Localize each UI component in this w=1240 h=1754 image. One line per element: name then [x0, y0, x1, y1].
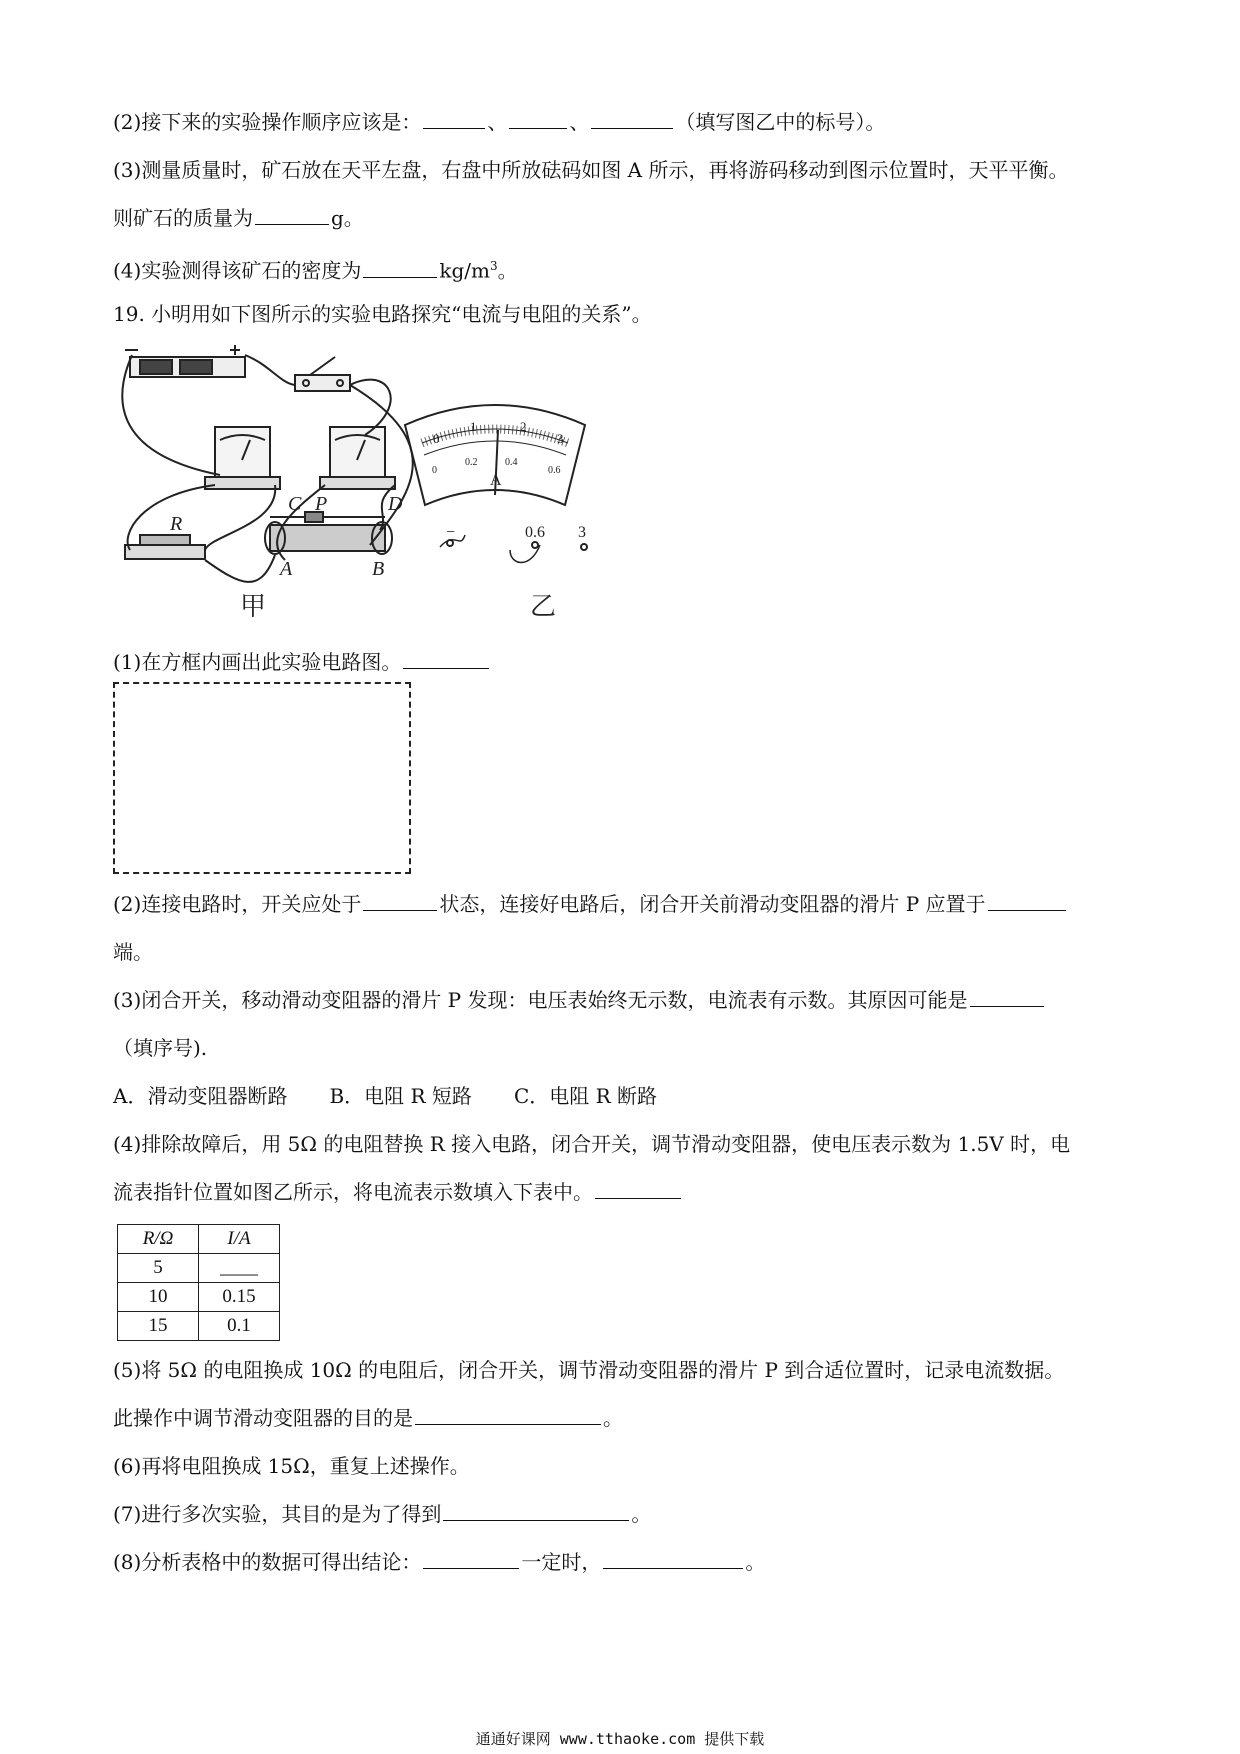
ammeter-icon [205, 427, 280, 489]
table-header: R/Ω [118, 1225, 199, 1254]
answer-blank[interactable] [509, 108, 567, 129]
page-footer: 通通好课网 www.tthaoke.com 提供下载 [475, 1730, 765, 1748]
label-C: C [288, 493, 302, 515]
period: 。 [603, 1406, 623, 1430]
scale-top-2: 2 [520, 419, 527, 434]
q18-part4-text: (4)实验测得该矿石的密度为 [113, 258, 362, 283]
answer-blank[interactable] [423, 1548, 519, 1569]
voltmeter-icon [320, 427, 395, 489]
terminal-3: 3 [578, 524, 586, 541]
battery-icon [125, 345, 245, 377]
q18-part2-suffix: （填写图乙中的标号）。 [675, 110, 886, 134]
ammeter-unit: A [490, 472, 502, 489]
table-header-row [118, 1225, 280, 1254]
table-cell: 5 [118, 1254, 199, 1283]
answer-blank[interactable] [970, 986, 1044, 1007]
q19-part1 [113, 648, 491, 676]
q19-part8 [113, 1548, 765, 1576]
answer-blank[interactable] [603, 1548, 743, 1569]
resistor-icon [125, 535, 205, 559]
switch-icon [295, 357, 350, 391]
q19-part5-text: 此操作中调节滑动变阻器的目的是 [113, 1406, 413, 1430]
label-D: D [388, 493, 403, 515]
q19-part2-text-b: 状态，连接好电路后，闭合开关前滑动变阻器的滑片 P 应置于 [439, 892, 986, 916]
q19-part6: (6)再将电阻换成 15Ω，重复上述操作。 [113, 1454, 470, 1478]
label-R: R [170, 513, 183, 535]
q19-part1-text: (1)在方框内画出此实验电路图。 [113, 650, 402, 674]
answer-blank[interactable] [595, 1178, 681, 1199]
scale-top-1: 1 [470, 419, 477, 434]
table-cell: 10 [118, 1283, 199, 1312]
q18-part3-text: 则矿石的质量为 [113, 206, 253, 230]
table-cell: 0.15 [199, 1283, 280, 1312]
option-c[interactable]: C．电阻 R 断路 [513, 1084, 658, 1108]
q19-part5-line1: (5)将 5Ω 的电阻换成 10Ω 的电阻后，闭合开关，调节滑动变阻器的滑片 P 到合适位置时，记录电流数据。 [113, 1358, 1065, 1382]
q19-part4-line2 [113, 1178, 683, 1206]
table-cell-blank[interactable]: ____ [199, 1254, 280, 1283]
figure-label-yi: 乙 [530, 592, 557, 620]
unit-density: kg/m [439, 258, 490, 283]
answer-blank[interactable] [443, 1500, 629, 1521]
table-cell: 0.1 [199, 1312, 280, 1341]
scale-bottom-3: 0.6 [548, 465, 561, 476]
separator: 、 [569, 110, 590, 134]
option-a[interactable]: A．滑动变阻器断路 [113, 1084, 288, 1108]
answer-blank[interactable] [591, 108, 673, 129]
q19-part7 [113, 1500, 651, 1528]
period: 。 [497, 258, 518, 283]
option-b[interactable]: B．电阻 R 短路 [329, 1084, 472, 1108]
scale-bottom-2: 0.4 [505, 457, 518, 468]
label-P: P [315, 493, 328, 515]
period: 。 [745, 1550, 766, 1574]
q19-options [113, 1082, 699, 1110]
scale-top-0: 0 [433, 431, 440, 446]
scale-bottom-0: 0 [432, 465, 437, 476]
table-cell: 15 [118, 1312, 199, 1341]
q18-part4 [113, 252, 518, 285]
q19-part8-text-b: 一定时， [521, 1550, 602, 1574]
answer-blank[interactable] [423, 108, 485, 129]
scale-top-3: 3 [557, 431, 564, 446]
unit-g: g。 [331, 206, 364, 230]
q19-part3-text: (3)闭合开关，移动滑动变阻器的滑片 P 发现：电压表始终无示数，电流表有示数。其原因可能是 [113, 988, 968, 1012]
q19-part2-line1 [113, 890, 1068, 918]
separator: 、 [487, 110, 508, 134]
q18-part2 [113, 108, 885, 136]
q18-part2-text: (2)接下来的实验操作顺序应该是： [113, 110, 422, 134]
q19-part8-text: (8)分析表格中的数据可得出结论： [113, 1550, 422, 1574]
unit-exponent: 3 [489, 259, 498, 273]
q19-title: 19. 小明用如下图所示的实验电路探究“电流与电阻的关系”。 [113, 302, 652, 326]
answer-blank[interactable] [403, 648, 489, 669]
data-table [117, 1224, 280, 1341]
q18-part3-line1: (3)测量质量时，矿石放在天平左盘，右盘中所放砝码如图 A 所示，再将游码移动到图示位置时，天平平衡。 [113, 158, 1069, 182]
answer-blank[interactable] [415, 1404, 601, 1425]
terminal-0.6: 0.6 [525, 524, 545, 541]
label-A: A [280, 558, 293, 580]
answer-blank[interactable] [988, 890, 1066, 911]
q19-part2-text: (2)连接电路时，开关应处于 [113, 892, 362, 916]
q19-part3-line1 [113, 986, 1046, 1014]
label-B: B [372, 558, 385, 580]
rheostat-icon [265, 512, 392, 554]
q19-part7-text: (7)进行多次实验，其目的是为了得到 [113, 1502, 442, 1526]
table-row [118, 1283, 280, 1312]
q19-part4-line1: (4)排除故障后，用 5Ω 的电阻替换 R 接入电路，闭合开关，调节滑动变阻器，使电压表示数为 1.5V 时，电 [113, 1132, 1071, 1156]
table-header: I/A [199, 1225, 280, 1254]
q19-part2-line2: 端。 [113, 940, 153, 964]
q19-part5-line2 [113, 1404, 623, 1432]
answer-blank[interactable] [255, 204, 329, 225]
q19-part4-text: 流表指针位置如图乙所示，将电流表示数填入下表中。 [113, 1180, 593, 1204]
drawing-box[interactable] [113, 682, 411, 874]
period: 。 [631, 1502, 652, 1526]
table-row [118, 1312, 280, 1341]
answer-blank[interactable] [363, 257, 437, 278]
answer-blank[interactable] [363, 890, 437, 911]
scale-bottom-1: 0.2 [465, 457, 478, 468]
circuit-figure [110, 345, 690, 620]
terminal-negative: − [446, 524, 456, 541]
q18-part3-line2 [113, 204, 364, 232]
figure-label-jia: 甲 [240, 592, 267, 620]
table-row [118, 1254, 280, 1283]
q19-part3-line2: （填序号). [113, 1036, 208, 1060]
